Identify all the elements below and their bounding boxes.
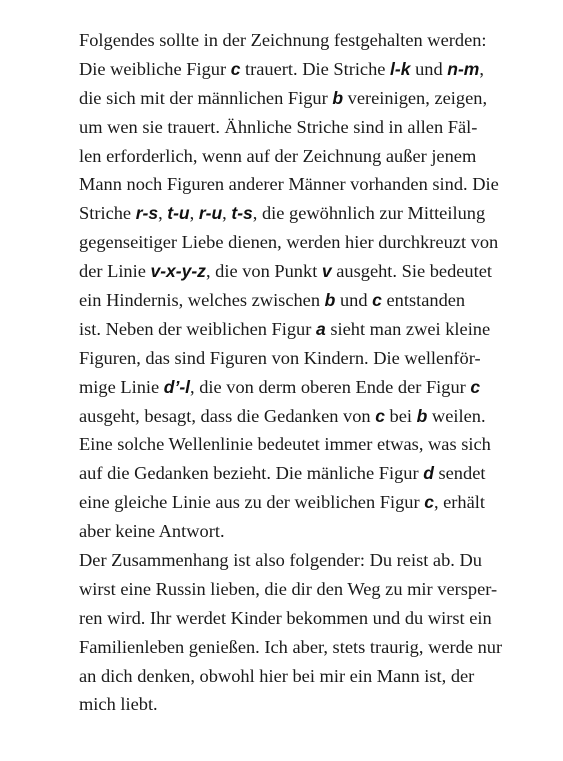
figure-label: b (416, 405, 428, 426)
figure-label: b (324, 290, 336, 311)
text-run: Der Zusammenhang ist also folgender: Du reist ab. Du (79, 550, 482, 571)
text-line (79, 344, 519, 373)
figure-label: b (332, 87, 344, 108)
text-run: der Linie (79, 261, 151, 282)
text-line (79, 517, 519, 546)
text-run: ein Hindernis, welches zwischen (79, 290, 325, 311)
figure-label: l-k (390, 58, 411, 79)
text-run: vereinigen, zeigen, (343, 87, 488, 108)
text-run: weilen. (427, 405, 486, 426)
text-run: , die von Punkt (205, 261, 322, 282)
text-run: wirst eine Russin lieben, die dir den Weg zu mir versper- (79, 578, 498, 599)
text-line (79, 459, 519, 488)
text-run: auf die Gedanken bezieht. Die mänliche Figur (79, 463, 424, 484)
text-run: Striche (79, 203, 136, 224)
text-run: , (189, 203, 199, 224)
figure-label: r-u (198, 203, 223, 224)
body-text (79, 26, 519, 719)
text-run: , die gewöhnlich zur Mitteilung (252, 203, 486, 224)
text-run: len erforderlich, wenn auf der Zeichnung außer jenem (79, 145, 477, 166)
figure-label: r-s (135, 203, 159, 224)
text-run: Die weibliche Figur (79, 58, 231, 79)
text-run: Eine solche Wellenlinie bedeutet immer etwas, was sich (79, 434, 491, 455)
text-run: sieht man zwei kleine (325, 318, 491, 339)
text-run: mige Linie (79, 376, 164, 397)
figure-label: t-u (167, 203, 190, 224)
text-run: Folgendes sollte in der Zeichnung festgehalten werden: (79, 30, 487, 50)
text-run: bei (384, 405, 417, 426)
figure-label: t-s (231, 203, 253, 224)
text-line (79, 662, 519, 691)
figure-label: d (423, 463, 434, 484)
figure-label: d’-l (163, 376, 191, 397)
text-run: und (410, 58, 448, 79)
figure-label: c (375, 405, 385, 426)
text-run: ist. Neben der weiblichen Figur (79, 318, 316, 339)
text-line (79, 488, 519, 517)
text-run: die sich mit der männlichen Figur (79, 87, 333, 108)
text-run: ren wird. Ihr werdet Kinder bekommen und du wirst ein (79, 607, 492, 628)
text-run: eine gleiche Linie aus zu der weiblichen Figur (79, 492, 425, 513)
text-line (79, 402, 519, 431)
text-line (79, 315, 519, 344)
text-run: , die von derm oberen Ende der Figur (190, 376, 471, 397)
text-line (79, 575, 519, 604)
text-run: aber keine Antwort. (79, 521, 225, 542)
text-line (79, 228, 519, 257)
text-run: sendet (433, 463, 486, 484)
text-run: um wen sie trauert. Ähnliche Striche sind in allen Fäl- (79, 116, 478, 137)
text-line (79, 26, 519, 55)
text-line (79, 55, 519, 84)
text-run: ausgeht. Sie bedeutet (331, 261, 493, 282)
text-line (79, 199, 519, 228)
text-line (79, 170, 519, 199)
text-line (79, 430, 519, 459)
figure-label: c (424, 492, 434, 513)
text-line (79, 142, 519, 171)
text-run: entstanden (381, 290, 466, 311)
text-run: Familienleben genießen. Ich aber, stets traurig, werde nur (79, 636, 503, 657)
text-run: , (158, 203, 168, 224)
text-run: , (222, 203, 232, 224)
figure-label: c (372, 290, 382, 311)
text-run: Figuren, das sind Figuren von Kindern. Die wellenför- (79, 347, 481, 368)
figure-label: c (470, 376, 481, 397)
text-run: gegenseitiger Liebe dienen, werden hier durchkreuzt von (79, 232, 499, 253)
text-line (79, 286, 519, 315)
text-run: ausgeht, besagt, dass die Gedanken von (79, 405, 376, 426)
text-line (79, 633, 519, 662)
text-line (79, 113, 519, 142)
text-line (79, 373, 519, 402)
text-line (79, 84, 519, 113)
text-line (79, 546, 519, 575)
text-run: mich liebt. (79, 694, 158, 715)
text-run: an dich denken, obwohl hier bei mir ein Mann ist, der (79, 665, 475, 686)
text-run: , (479, 58, 484, 79)
text-run: trauert. Die Striche (240, 58, 391, 79)
text-line (79, 690, 519, 719)
figure-label: v (321, 261, 332, 282)
figure-label: v-x-y-z (150, 261, 206, 282)
document-page (79, 26, 519, 719)
text-line (79, 257, 519, 286)
figure-label: a (315, 318, 326, 339)
text-run: , erhält (433, 492, 486, 513)
text-line (79, 604, 519, 633)
text-run: Mann noch Figuren anderer Männer vorhanden sind. Die (79, 174, 499, 195)
text-run: und (335, 290, 373, 311)
figure-label: n-m (447, 58, 480, 79)
figure-label: c (230, 58, 241, 79)
